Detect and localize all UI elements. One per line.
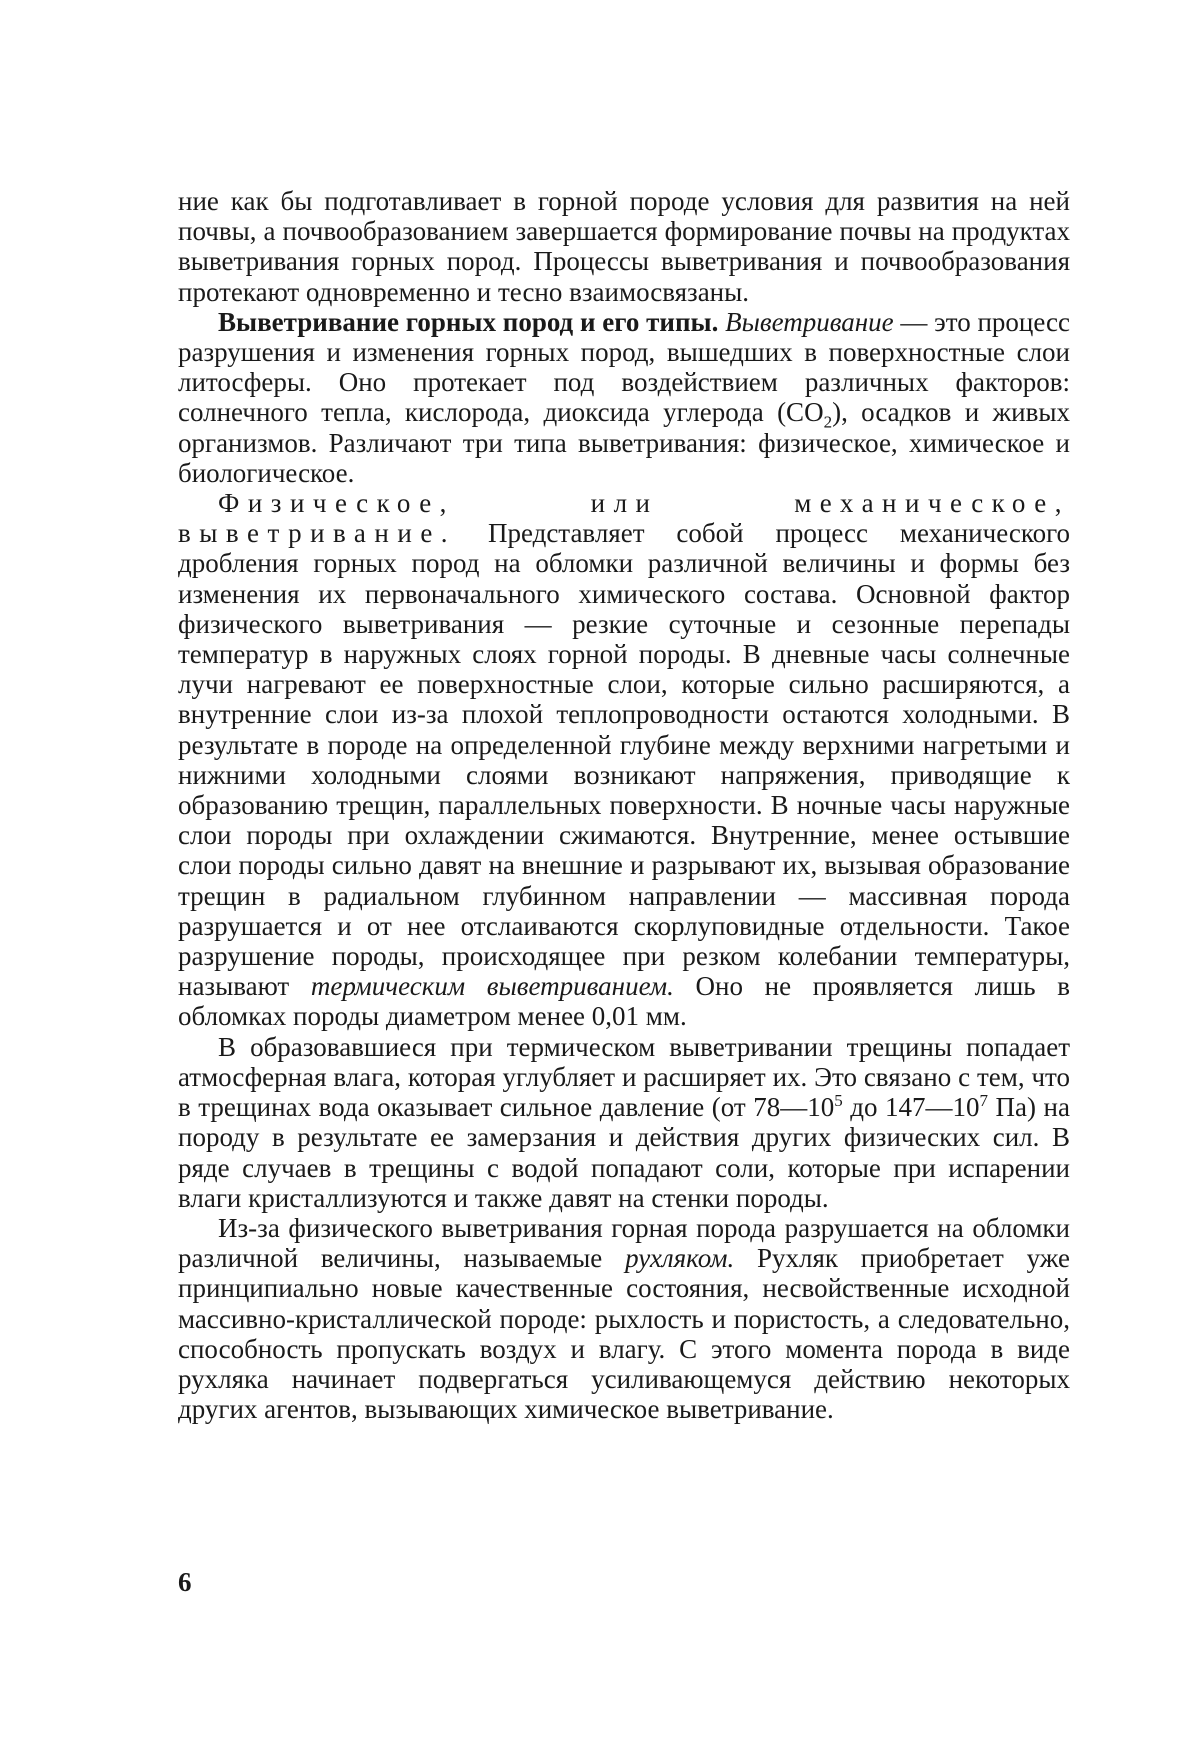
- subsection-heading: Физическое, или механическое, выветривание.: [178, 488, 1070, 549]
- paragraph-4-text-c: Па) на породу в результате ее замерзания и действия других физических сил. В ряде случаев в трещины с водой попадают соли, которые при испарении влаги кристаллизуются и также давят на стенки породы.: [178, 1092, 1070, 1213]
- term-rukhlyak: рухляком.: [625, 1243, 735, 1274]
- subscript-2: 2: [823, 412, 833, 432]
- paragraph-1-text: ние как бы подготавливает в горной породе условия для развития на ней почвы, а почвообразованием завершается формирование почвы на продуктах выветривания горных пород. Процессы выветривания и почвообразования протекают одновременно и тесно взаимосвязаны.: [178, 186, 1070, 307]
- paragraph-5: [178, 1213, 1070, 1424]
- paragraph-5-text-b: Рухляк приобретает уже принципиально новые качественные состояния, несвойственные исходной массивно-кристаллической породе: рыхлость и пористость, а следовательно, способность пропускать воздух и влагу. С этого момента порода в виде рухляка начинает подвергаться усиливающемуся действию некоторых других агентов, вызывающих химическое выветривание.: [178, 1243, 1071, 1425]
- paragraph-5-text-a: Из-за физического выветривания горная порода разрушается на обломки различной величины, называемые: [178, 1212, 1070, 1274]
- paragraph-2-text-a: — это процесс разрушения и изменения горных пород, вышедших в поверхностные слои литосферы. Оно протекает под воздействием различных факторов: солнечного тепла, кислорода, диоксида углерода (CO: [178, 306, 1070, 428]
- term-weathering: Выветривание: [725, 306, 894, 337]
- superscript-5: 5: [834, 1091, 843, 1111]
- superscript-7: 7: [979, 1091, 989, 1111]
- page-number: 6: [178, 1567, 192, 1597]
- paragraph-4-text-b: до 147—10: [842, 1092, 980, 1123]
- paragraph-1: [178, 186, 1070, 307]
- page-body: [178, 186, 1070, 1424]
- paragraph-3: [178, 488, 1070, 1032]
- section-heading: Выветривание горных пород и его типы.: [218, 306, 719, 337]
- paragraph-2-text-b: ), осадков и живых организмов. Различают три типа выветривания: физическое, химическое и биологическое.: [178, 397, 1071, 488]
- paragraph-3-text-a: Представляет собой процесс механического дробления горных пород на обломки различной величины и формы без изменения их первоначального химического состава. Основной фактор физического выветривания — резкие суточные и сезонные перепады температур в наружных слоях горной породы. В дневные часы солнечные лучи нагревают ее поверхностные слои, которые сильно расширяются, а внутренние слои из-за плохой теплопроводности остаются холодными. В результате в породе на определенной глубине между верхними нагретыми и нижними холодными слоями возникают напряжения, приводящие к образованию трещин, параллельных поверхности. В ночные часы наружные слои породы при охлаждении сжимаются. Внутренние, менее остывшие слои породы сильно давят на внешние и разрывают их, вызывая образование трещин в радиальном глубинном направлении — массивная порода разрушается и от нее отслаиваются скорлуповидные отдельности. Такое разрушение породы, происходящее при резком колебании температуры, называют: [178, 518, 1070, 1002]
- term-thermal-weathering: термическим выветриванием.: [310, 971, 674, 1002]
- paragraph-4: [178, 1032, 1070, 1213]
- paragraph-2: [178, 307, 1070, 488]
- paragraph-4-text-a: В образовавшиеся при термическом выветривании трещины попадает атмосферная влага, которая углубляет и расширяет их. Это связано с тем, что в трещинах вода оказывает сильное давление (от 78—10: [178, 1031, 1070, 1123]
- paragraph-3-text-b: Оно не проявляется лишь в обломках породы диаметром менее 0,01 мм.: [178, 971, 1071, 1032]
